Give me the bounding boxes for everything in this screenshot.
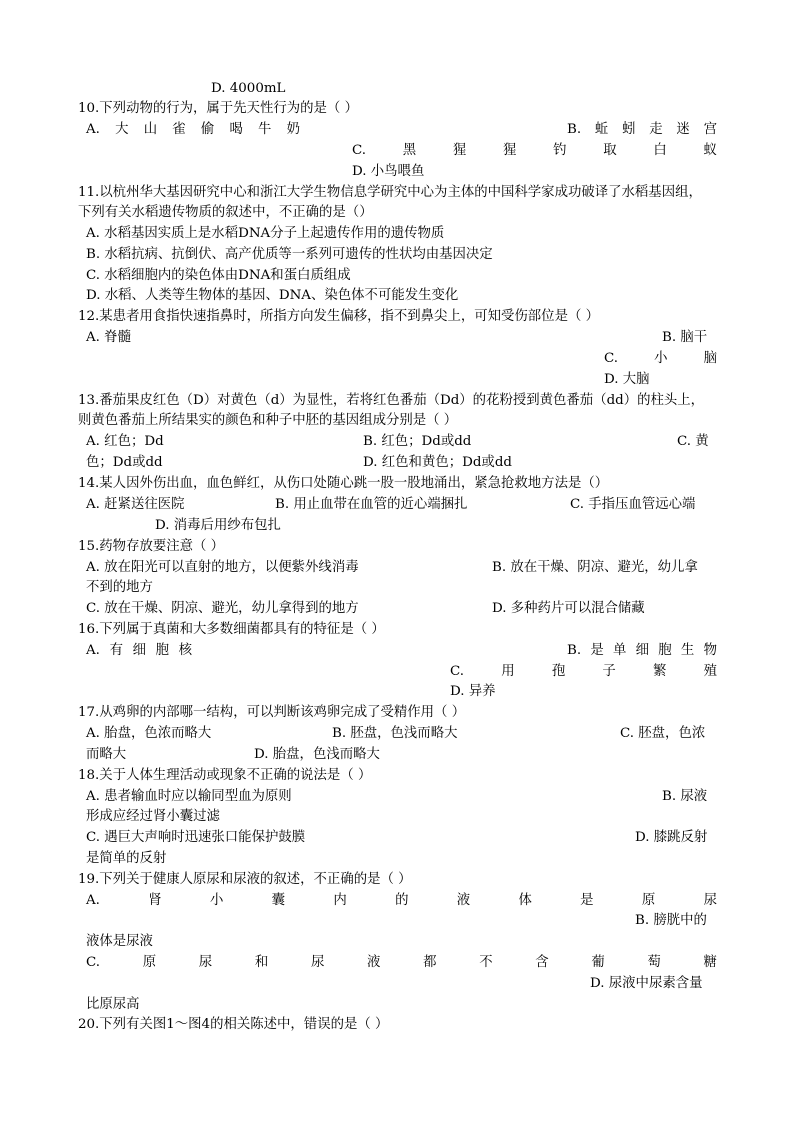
q20-stem: 20.下列有关图1～图4的相关陈述中，错误的是（ ） xyxy=(78,1017,389,1032)
q18-option-b-cont: 形成应经过肾小囊过滤 xyxy=(86,809,220,824)
q18-option-c: C. 遇巨大声响时迅速张口能保护鼓膜 xyxy=(86,830,306,845)
q18-option-b: B. 尿液 xyxy=(662,789,708,804)
q19-option-d-cont: 比原尿高 xyxy=(86,997,140,1012)
q19-option-a: A. 肾 小 囊 内 的 液 体 是 原 尿 xyxy=(86,893,717,908)
q10-option-b: B. 蚯 蚓 走 迷 宫 xyxy=(567,122,717,137)
q17-option-a: A. 胎盘，色浓而略大 xyxy=(86,726,212,741)
q14-option-b: B. 用止血带在血管的近心端捆扎 xyxy=(275,497,468,512)
q11-option-a: A. 水稻基因实质上是水稻DNA分子上起遗传作用的遗传物质 xyxy=(86,226,445,241)
q10-option-a: A. 大 山 雀 偷 喝 牛 奶 xyxy=(86,122,300,137)
q16-option-b: B. 是 单 细 胞 生 物 xyxy=(567,643,717,658)
q18-option-a: A. 患者输血时应以输同型血为原则 xyxy=(86,789,292,804)
q15-option-b-cont: 不到的地方 xyxy=(86,580,153,595)
q17-option-d: D. 胎盘，色浅而略大 xyxy=(254,747,380,762)
q12-option-a: A. 脊髓 xyxy=(86,330,131,345)
q10-option-d: D. 小鸟喂鱼 xyxy=(352,164,425,179)
q11-option-c: C. 水稻细胞内的染色体由DNA和蛋白质组成 xyxy=(86,268,351,283)
q18-option-d: D. 膝跳反射 xyxy=(635,830,708,845)
q19-option-d: D. 尿液中尿素含量 xyxy=(590,976,703,991)
q18-option-d-cont: 是简单的反射 xyxy=(86,851,167,866)
q14-stem: 14.某人因外伤出血，血色鲜红，从伤口处随心跳一股一股地涌出，紧急抢救地方法是（） xyxy=(78,476,609,491)
q16-option-d: D. 异养 xyxy=(450,684,496,699)
q12-option-d: D. 大脑 xyxy=(604,372,650,387)
q13-option-c: C. 黄 xyxy=(677,434,709,449)
q18-stem: 18.关于人体生理活动或现象不正确的说法是（ ） xyxy=(78,768,372,783)
q15-option-b: B. 放在干燥、阴凉、避光，幼儿拿 xyxy=(492,560,698,575)
q13-option-c-cont: 色；Dd或dd xyxy=(86,455,163,470)
q13-option-d: D. 红色和黄色；Dd或dd xyxy=(363,455,512,470)
q12-option-b: B. 脑干 xyxy=(662,330,708,345)
q11-option-d: D. 水稻、人类等生物体的基因、DNA、染色体不可能发生变化 xyxy=(86,288,459,303)
q15-option-c: C. 放在干燥、阴凉、避光，幼儿拿得到的地方 xyxy=(86,601,359,616)
q10-option-c: C. 黑 猩 猩 钓 取 白 蚁 xyxy=(352,143,717,158)
q11-stem-line2: 下列有关水稻遗传物质的叙述中，不正确的是（） xyxy=(78,205,373,220)
q19-option-b: B. 膀胱中的 xyxy=(635,913,707,928)
q19-stem: 19.下列关于健康人原尿和尿液的叙述，不正确的是（ ） xyxy=(78,872,412,887)
q12-stem: 12.某患者用食指快速指鼻时，所指方向发生偏移，指不到鼻尖上，可知受伤部位是（ ） xyxy=(78,309,600,324)
q15-option-d: D. 多种药片可以混合储藏 xyxy=(492,601,645,616)
q9-option-d: D. 4000mL xyxy=(211,81,286,96)
q13-option-a: A. 红色；Dd xyxy=(86,434,164,449)
q11-option-b: B. 水稻抗病、抗倒伏、高产优质等一系列可遗传的性状均由基因决定 xyxy=(86,247,493,262)
q15-option-a: A. 放在阳光可以直射的地方，以便紫外线消毒 xyxy=(86,560,359,575)
q19-option-c: C. 原 尿 和 尿 液 都 不 含 葡 萄 糖 xyxy=(86,955,717,970)
q13-stem-line2: 则黄色番茄上所结果实的颜色和种子中胚的基因组成分别是（ ） xyxy=(78,413,458,428)
q12-option-c: C. 小 脑 xyxy=(604,351,717,366)
q14-option-d: D. 消毒后用纱布包扎 xyxy=(155,518,281,533)
q13-option-b: B. 红色；Dd或dd xyxy=(363,434,472,449)
q17-option-c: C. 胚盘，色浓 xyxy=(620,726,706,741)
q16-option-a: A. 有 细 胞 核 xyxy=(86,643,192,658)
q17-stem: 17.从鸡卵的内部哪一结构，可以判断该鸡卵完成了受精作用（ ） xyxy=(78,705,466,720)
q16-stem: 16.下列属于真菌和大多数细菌都具有的特征是（ ） xyxy=(78,622,385,637)
q14-option-a: A. 赶紧送往医院 xyxy=(86,497,185,512)
q13-stem-line1: 13.番茄果皮红色（D）对黄色（d）为显性，若将红色番茄（Dd）的花粉授到黄色番茄（dd）的柱头上， xyxy=(78,393,705,408)
q17-option-b: B. 胚盘，色浅而略大 xyxy=(332,726,458,741)
q10-stem: 10.下列动物的行为，属于先天性行为的是（ ） xyxy=(78,101,358,116)
q16-option-c: C. 用 孢 子 繁 殖 xyxy=(450,664,717,679)
q15-stem: 15.药物存放要注意（ ） xyxy=(78,539,225,554)
q19-option-b-cont: 液体是尿液 xyxy=(86,934,153,949)
q17-option-c-cont: 而略大 xyxy=(86,747,127,762)
q14-option-c: C. 手指压血管远心端 xyxy=(570,497,696,512)
q11-stem-line1: 11.以杭州华大基因研究中心和浙江大学生物信息学研究中心为主体的中国科学家成功破译了水稻基因组， xyxy=(78,185,702,200)
